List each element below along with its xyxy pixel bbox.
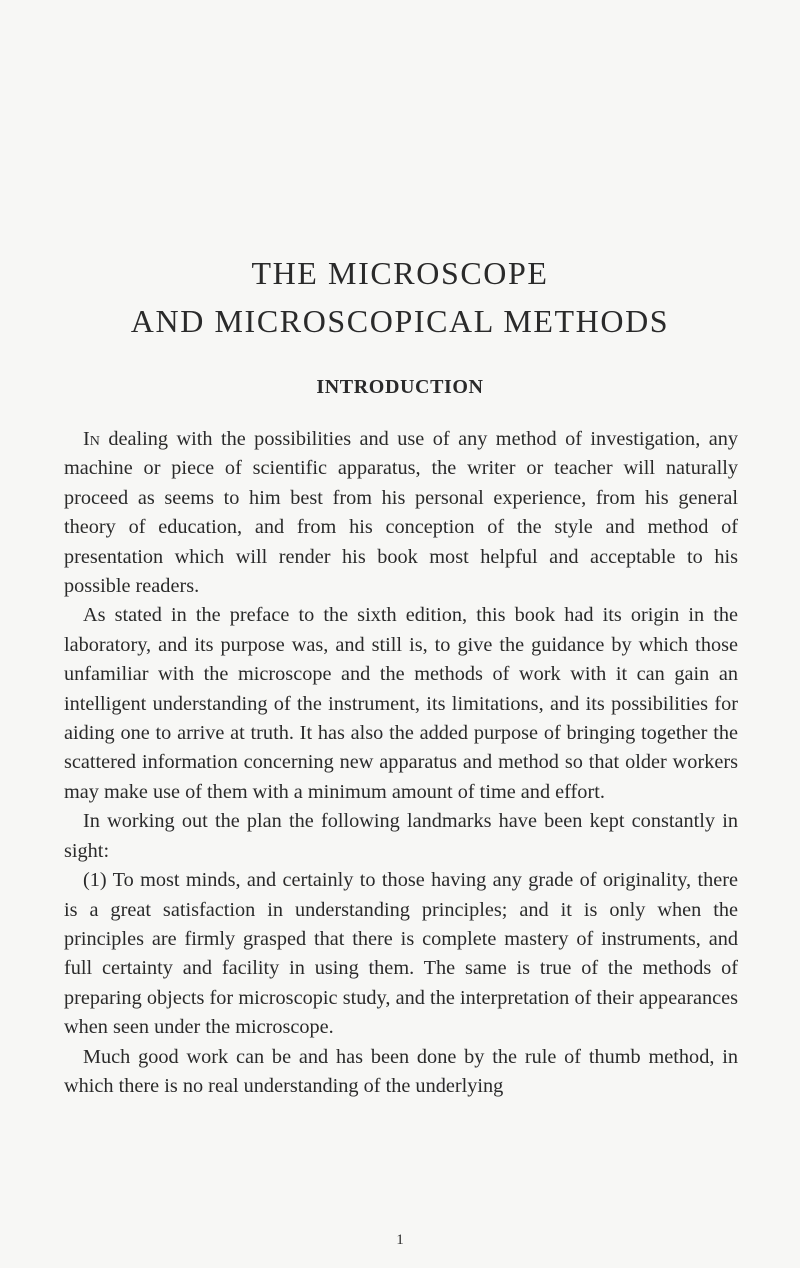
paragraph-1 xyxy=(64,425,738,601)
section-heading: INTRODUCTION xyxy=(316,376,484,398)
paragraph-4: (1) To most minds, and certainly to those having any grade of originality, there is a great satisfaction in understanding principles; and it is only when the principles are firmly grasped that there is complete mastery of instruments, and full certainty and facility in using them. The same is true of the methods of preparing objects for microscopic study, and the interpretation of their appearances when seen under the microscope. xyxy=(64,869,738,1039)
paragraph-5: Much good work can be and has been done by the rule of thumb method, in which there is no real understanding of the underlying xyxy=(64,1045,738,1097)
body-text xyxy=(64,425,738,1101)
paragraph-1-text: dealing with the possibilities and use of any method of investigation, any machine or piece of scientific apparatus, the writer or teacher will naturally proceed as seems to him best from his personal experience, from his general theory of education, and from his conception of the style and method of presentation which will render his book most helpful and acceptable to his possible readers. xyxy=(64,428,738,598)
book-title-line-1: THE MICROSCOPE xyxy=(251,255,549,291)
page-number: 1 xyxy=(396,1232,404,1248)
book-title-line-2: AND MICROSCOPICAL METHODS xyxy=(130,303,670,339)
paragraph-2: As stated in the preface to the sixth edition, this book had its origin in the laboratory, and its purpose was, and still is, to give the guidance by which those unfamiliar with the microscope and the methods of work with it can gain an intelligent understanding of the instrument, its limitations, and its possibilities for aiding one to arrive at truth. It has also the added purpose of bringing together the scattered information concerning new apparatus and method so that older workers may make use of them with a minimum amount of time and effort. xyxy=(64,604,738,803)
paragraph-3: In working out the plan the following landmarks have been kept constantly in sight: xyxy=(64,810,738,862)
paragraph-lead-word: In xyxy=(83,428,100,450)
